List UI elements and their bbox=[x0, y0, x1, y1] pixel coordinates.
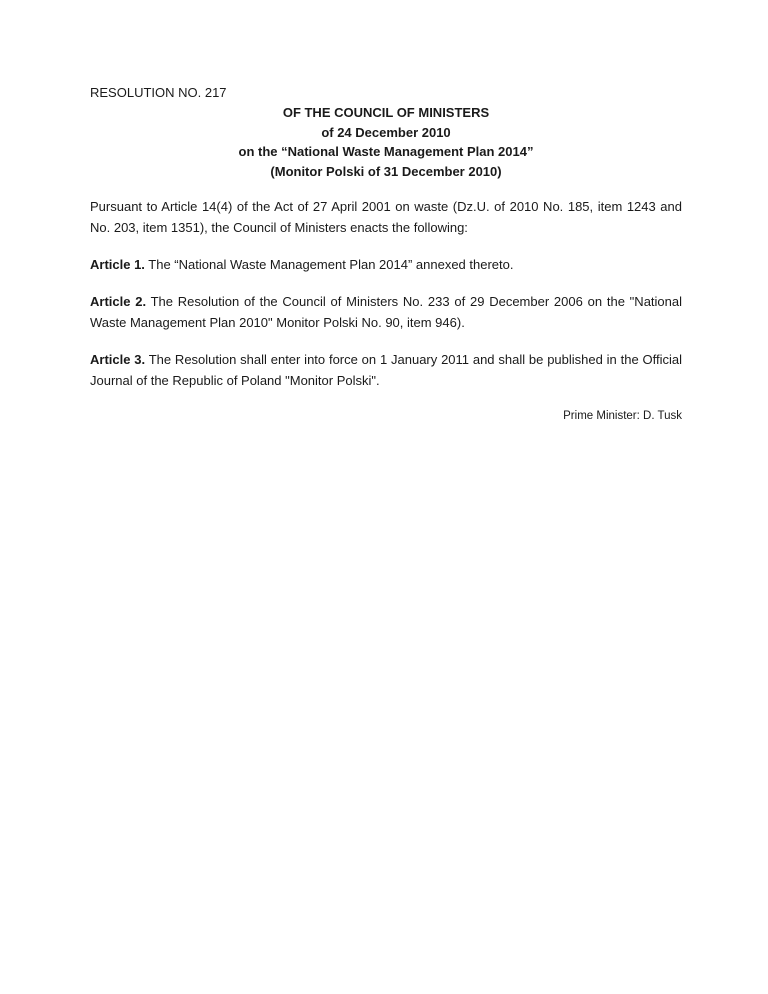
title-line-publication: (Monitor Polski of 31 December 2010) bbox=[270, 163, 502, 179]
article-1 bbox=[90, 255, 682, 276]
article-2-label: Article 2. bbox=[90, 294, 147, 309]
article-1-label: Article 1. bbox=[90, 257, 145, 272]
title-line-subject: on the “National Waste Management Plan 2014” bbox=[238, 144, 534, 159]
resolution-title bbox=[90, 103, 682, 181]
title-line-date: of 24 December 2010 bbox=[321, 124, 451, 140]
article-3 bbox=[90, 350, 682, 391]
signature: Prime Minister: D. Tusk bbox=[563, 410, 682, 422]
preamble-paragraph: Pursuant to Article 14(4) of the Act of 27 April 2001 on waste (Dz.U. of 2010 No. 185, item 1243 and No. 203, item 1351), the Council of Ministers enacts the following: bbox=[90, 199, 682, 235]
article-1-text: The “National Waste Management Plan 2014” annexed thereto. bbox=[144, 257, 514, 272]
article-2-text: The Resolution of the Council of Ministers No. 233 of 29 December 2006 on the "National Waste Management Plan 2010" Monitor Polski No. 90, item 946). bbox=[90, 294, 682, 330]
resolution-number: RESOLUTION NO. 217 bbox=[90, 85, 227, 100]
article-2 bbox=[90, 292, 682, 333]
title-line-council: OF THE COUNCIL OF MINISTERS bbox=[282, 105, 490, 120]
article-3-label: Article 3. bbox=[90, 352, 146, 367]
article-3-text: The Resolution shall enter into force on 1 January 2011 and shall be published in the Official Journal of the Republic of Poland "Monitor Polski". bbox=[90, 352, 682, 388]
